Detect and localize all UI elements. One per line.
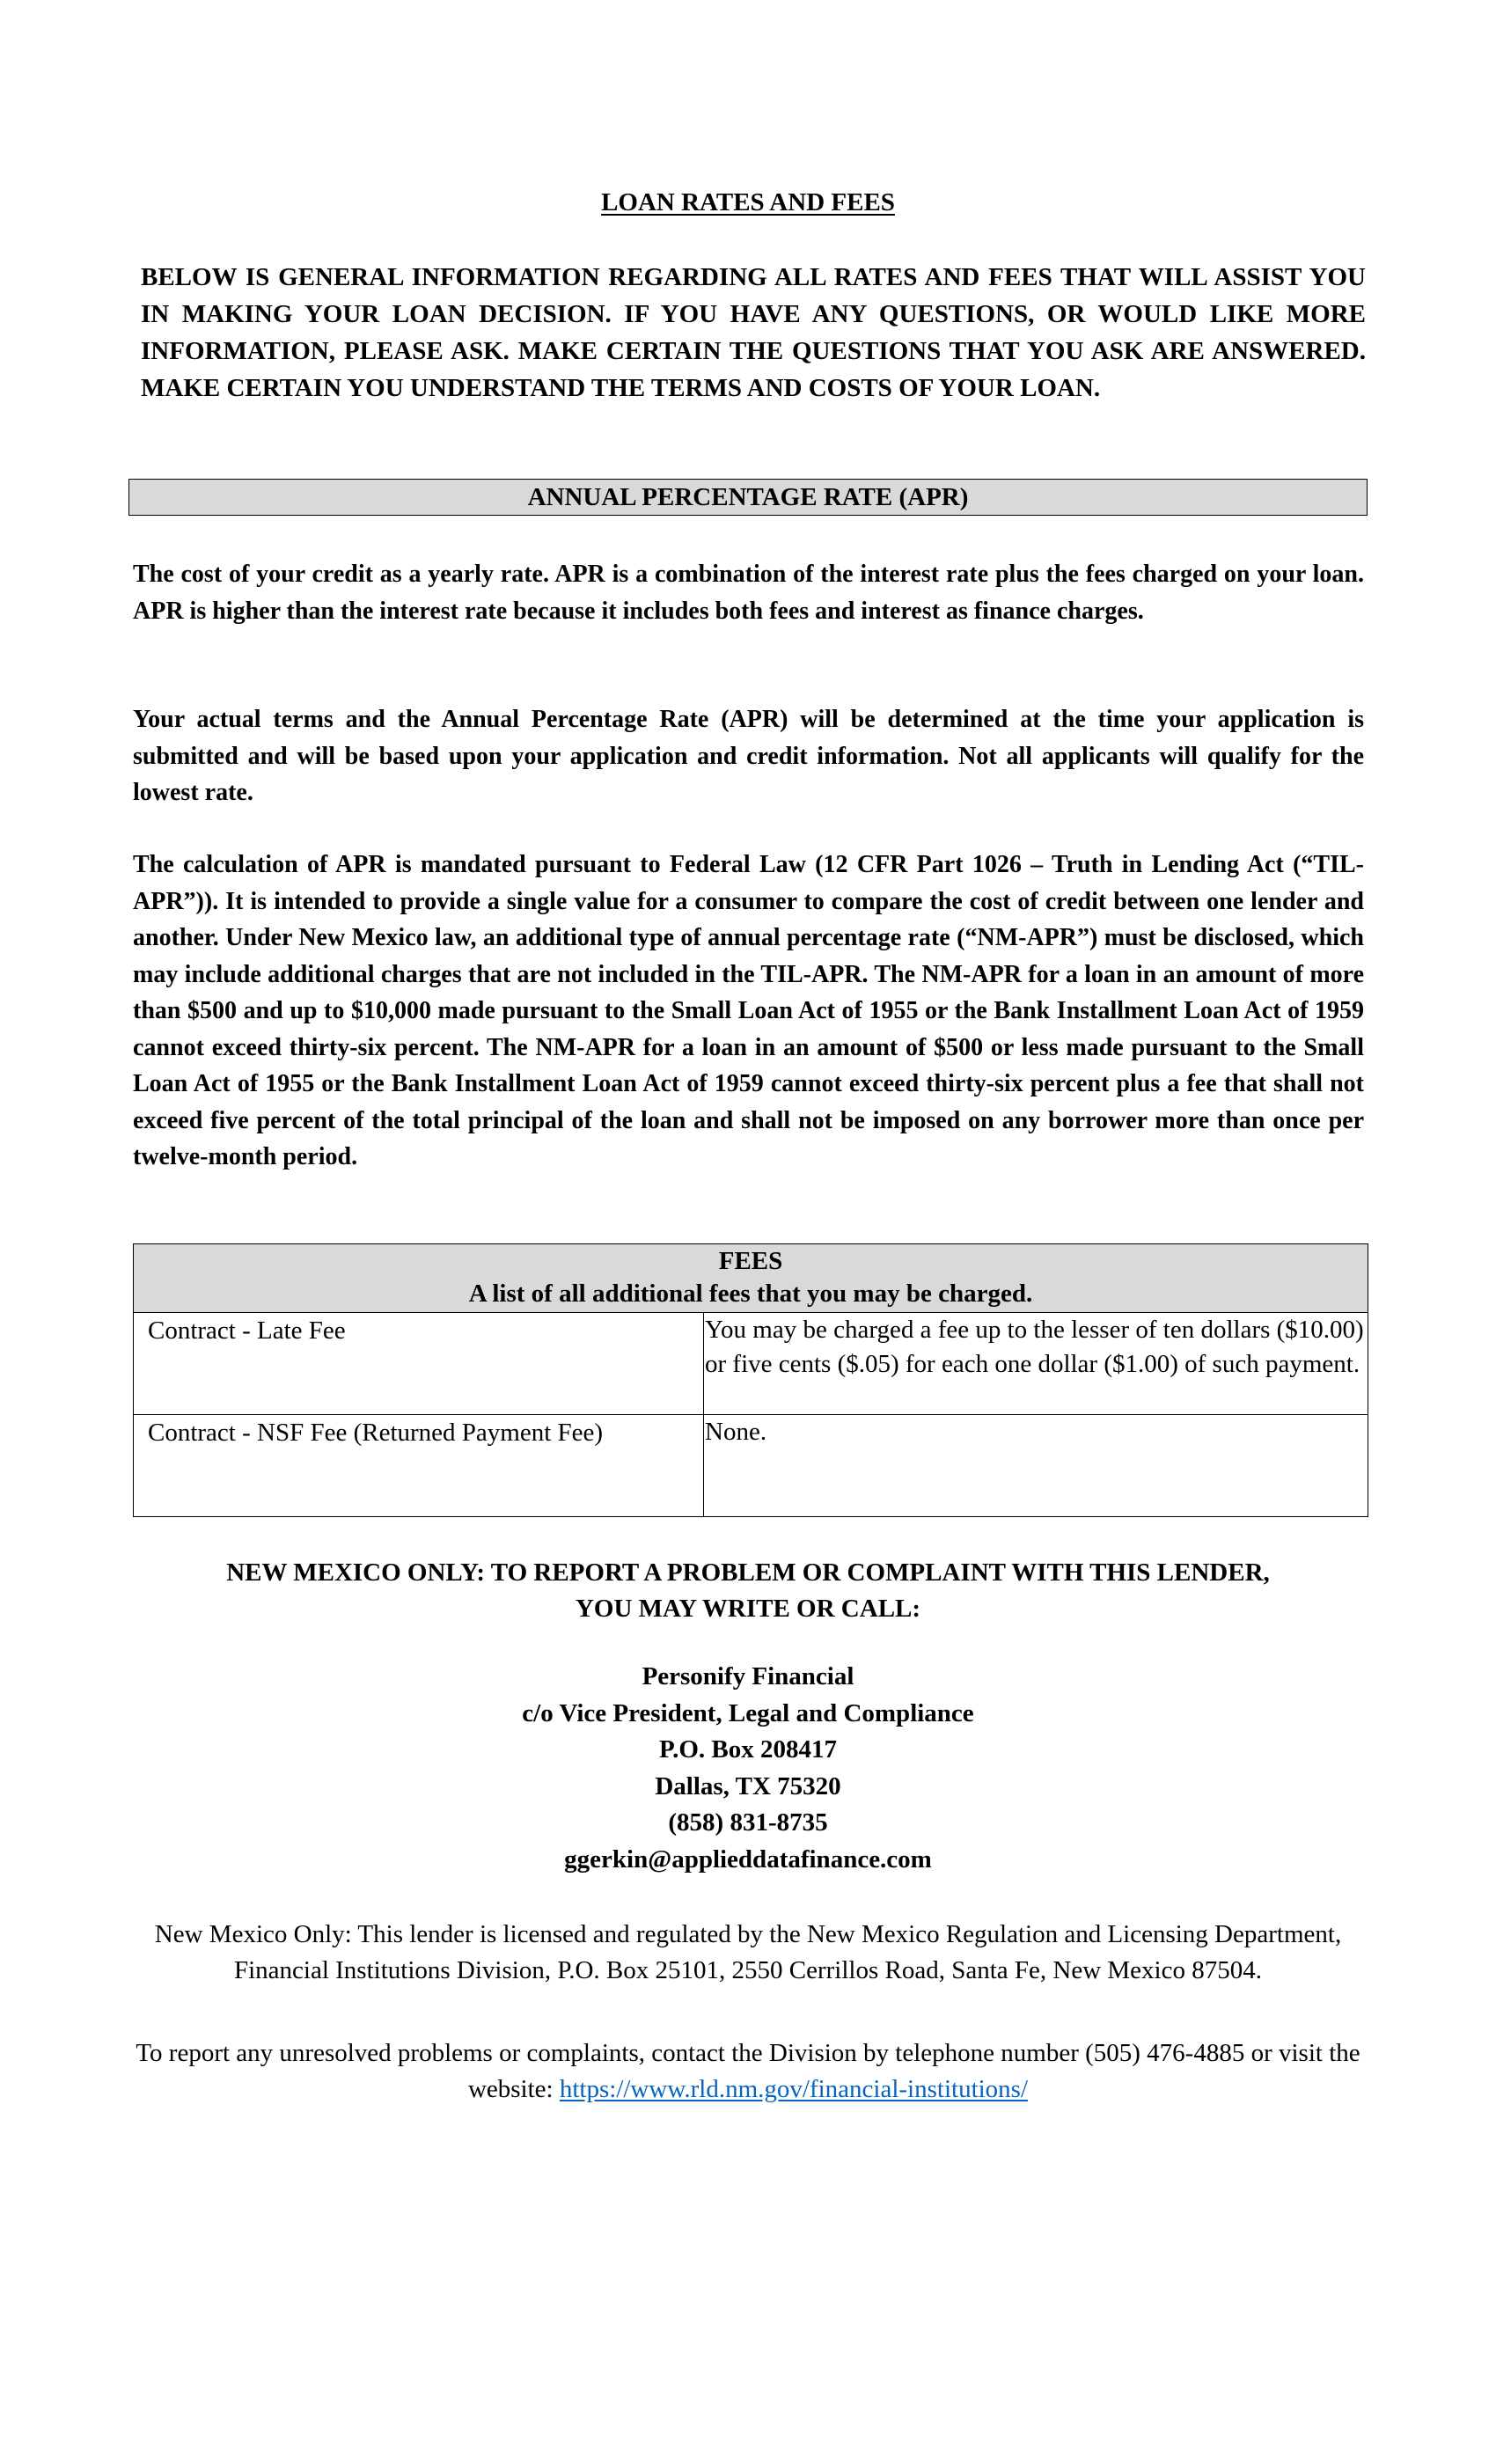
lender-email: ggerkin@applieddatafinance.com (564, 1844, 932, 1874)
table-row (134, 1415, 1368, 1517)
complaint-heading-line2: YOU MAY WRITE OR CALL: (575, 1595, 921, 1623)
intro-notice: BELOW IS GENERAL INFORMATION REGARDING ALL RATES AND FEES THAT WILL ASSIST YOU IN MAKING YOUR LOAN DECISION. IF YOU HAVE ANY QUESTIONS, OR WOULD LIKE MORE INFORMATION, PLEASE ASK. MAKE CERTAIN THE QUESTIONS THAT YOU ASK ARE ANSWERED. MAKE CERTAIN YOU UNDERSTAND THE TERMS AND COSTS OF YOUR LOAN. (141, 263, 1366, 402)
fee-description-nsf: None. (704, 1415, 1368, 1517)
fees-table (133, 1243, 1368, 1517)
lender-po-box: P.O. Box 208417 (659, 1735, 837, 1764)
complaint-heading (0, 1555, 1496, 1627)
document-title: LOAN RATES AND FEES (601, 188, 895, 216)
fees-table-title: FEES (718, 1247, 783, 1275)
lender-city: Dallas, TX 75320 (655, 1771, 841, 1800)
fee-description-late: You may be charged a fee up to the lesser of ten dollars ($10.00) or five cents ($.05) for each one dollar ($1.00) of such payment. (704, 1313, 1368, 1415)
lender-attention: c/o Vice President, Legal and Compliance (522, 1698, 974, 1727)
lender-phone: (858) 831-8735 (668, 1808, 828, 1837)
apr-paragraph-definition: The cost of your credit as a yearly rate. APR is a combination of the interest rate plus the fees charged on your loan. APR is higher than the interest rate because it includes both fees and interest as finance charges. (133, 561, 1364, 625)
apr-section-header: ANNUAL PERCENTAGE RATE (APR) (128, 479, 1368, 516)
nm-report-text: To report any unresolved problems or complaints, contact the Division by telephone number (505) 476-4885 or visit the website: (136, 2039, 1360, 2103)
apr-paragraph-terms: Your actual terms and the Annual Percentage Rate (APR) will be determined at the time your application is submitted and will be based upon your application and credit information. Not all applicants will qualify for the lowest rate. (133, 706, 1364, 806)
fees-table-subtitle: A list of all additional fees that you may be charged. (468, 1280, 1033, 1308)
fees-table-header (134, 1244, 1368, 1313)
lender-address (0, 1659, 1496, 1878)
complaint-heading-line1: NEW MEXICO ONLY: TO REPORT A PROBLEM OR COMPLAINT WITH THIS LENDER, (226, 1558, 1270, 1587)
table-row (134, 1313, 1368, 1415)
division-website-link[interactable]: https://www.rld.nm.gov/financial-institutions/ (559, 2075, 1029, 2103)
nm-license-notice: New Mexico Only: This lender is licensed and regulated by the New Mexico Regulation and Licensing Department, Financial Institutions Division, P.O. Box 25101, 2550 Cerrillos Road, Santa Fe, New Mexico 87504. (154, 1920, 1342, 1984)
nm-report-notice (123, 2035, 1373, 2108)
fee-label-nsf: Contract - NSF Fee (Returned Payment Fee) (134, 1415, 704, 1517)
fee-label-late: Contract - Late Fee (134, 1313, 704, 1415)
lender-name: Personify Financial (642, 1662, 854, 1690)
fees-table-header-row (134, 1244, 1368, 1313)
apr-paragraph-calculation: The calculation of APR is mandated pursuant to Federal Law (12 CFR Part 1026 – Truth in Lending Act (“TIL-APR”)). It is intended to provide a single value for a consumer to compare the cost of credit between one lender and another. Under New Mexico law, an additional type of annual percentage rate (“NM-APR”) must be disclosed, which may include additional charges that are not included in the TIL-APR. The NM-APR for a loan in an amount of more than $500 and up to $10,000 made pursuant to the Small Loan Act of 1955 or the Bank Installment Loan Act of 1959 cannot exceed thirty-six percent. The NM-APR for a loan in an amount of $500 or less made pursuant to the Small Loan Act of 1955 or the Bank Installment Loan Act of 1959 cannot exceed thirty-six percent plus a fee that shall not exceed five percent of the total principal of the loan and shall not be imposed on any borrower more than once per twelve-month period. (133, 851, 1364, 1170)
